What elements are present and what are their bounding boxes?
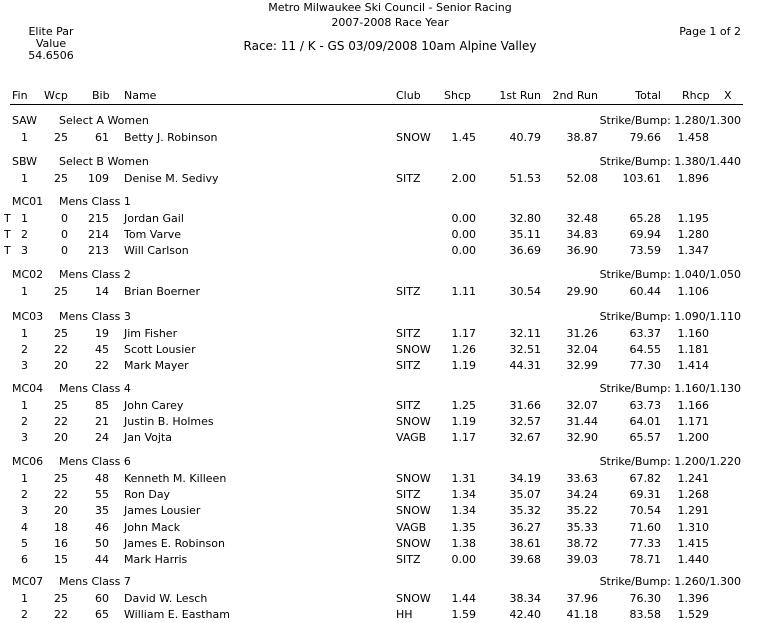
rhcp-cell: 1.414 — [677, 359, 709, 372]
club-cell: SITZ — [396, 553, 421, 566]
section-code: SAW — [12, 114, 37, 127]
col-bib: Bib — [92, 89, 110, 102]
fin-cell: 3 — [21, 431, 28, 444]
total-cell: 79.66 — [629, 131, 661, 144]
shcp-cell: 1.34 — [451, 504, 476, 517]
run1-cell: 38.61 — [509, 537, 541, 550]
rhcp-cell: 1.415 — [677, 537, 709, 550]
run1-cell: 35.11 — [509, 228, 541, 241]
name-cell: Jordan Gail — [124, 212, 184, 225]
col-run1: 1st Run — [499, 89, 541, 102]
run1-cell: 40.79 — [509, 131, 541, 144]
rhcp-cell: 1.529 — [677, 608, 709, 621]
bib-cell: 109 — [88, 172, 109, 185]
fin-cell: 4 — [21, 521, 28, 534]
club-cell: SNOW — [396, 343, 431, 356]
bib-cell: 22 — [95, 359, 109, 372]
name-cell: Ron Day — [124, 488, 171, 501]
section-code: MC03 — [12, 310, 44, 323]
club-cell: SNOW — [396, 592, 431, 605]
name-cell: John Mack — [124, 521, 181, 534]
col-total: Total — [635, 89, 661, 102]
shcp-cell: 1.34 — [451, 488, 476, 501]
elite-par-value: 54.6506 — [28, 49, 74, 62]
bib-cell: 46 — [95, 521, 109, 534]
total-cell: 77.33 — [629, 537, 661, 550]
fin-cell: 3 — [21, 244, 28, 257]
club-cell: SITZ — [396, 359, 421, 372]
section-title: Mens Class 6 — [59, 455, 131, 468]
fin-cell: 2 — [21, 228, 28, 241]
fin-cell: 3 — [21, 504, 28, 517]
name-cell: Justin B. Holmes — [124, 415, 214, 428]
rhcp-cell: 1.195 — [677, 212, 709, 225]
run2-cell: 39.03 — [566, 553, 598, 566]
run2-cell: 32.04 — [566, 343, 598, 356]
club-cell: SITZ — [396, 172, 421, 185]
fin-cell: 2 — [21, 343, 28, 356]
section-code: MC01 — [12, 195, 44, 208]
club-cell: SNOW — [396, 504, 431, 517]
club-cell: SNOW — [396, 472, 431, 485]
rhcp-cell: 1.280 — [677, 228, 709, 241]
run1-cell: 32.67 — [509, 431, 541, 444]
shcp-cell: 1.17 — [451, 431, 476, 444]
col-shcp: Shcp — [444, 89, 471, 102]
rhcp-cell: 1.268 — [677, 488, 709, 501]
run2-cell: 31.26 — [566, 327, 598, 340]
bib-cell: 85 — [95, 399, 109, 412]
elite-par-label: Elite Par — [28, 25, 74, 38]
rhcp-cell: 1.166 — [677, 399, 709, 412]
club-cell: SNOW — [396, 537, 431, 550]
tie-marker: T — [4, 212, 11, 225]
total-cell: 77.30 — [629, 359, 661, 372]
run1-cell: 36.69 — [509, 244, 541, 257]
shcp-cell: 1.38 — [451, 537, 476, 550]
run2-cell: 33.63 — [566, 472, 598, 485]
section-title: Mens Class 7 — [59, 575, 131, 588]
shcp-cell: 1.59 — [451, 608, 476, 621]
section-title: Mens Class 1 — [59, 195, 131, 208]
run1-cell: 30.54 — [509, 285, 541, 298]
section-code: MC04 — [12, 382, 44, 395]
shcp-cell: 1.19 — [451, 359, 476, 372]
shcp-cell: 1.31 — [451, 472, 476, 485]
shcp-cell: 1.11 — [451, 285, 476, 298]
run1-cell: 31.66 — [509, 399, 541, 412]
total-cell: 71.60 — [629, 521, 661, 534]
run2-cell: 31.44 — [566, 415, 598, 428]
section-strike-bump: Strike/Bump: 1.380/1.440 — [599, 155, 741, 168]
rhcp-cell: 1.181 — [677, 343, 709, 356]
wcp-cell: 18 — [54, 521, 68, 534]
club-cell: VAGB — [396, 521, 427, 534]
shcp-cell: 1.44 — [451, 592, 476, 605]
rhcp-cell: 1.440 — [677, 553, 709, 566]
total-cell: 83.58 — [629, 608, 661, 621]
fin-cell: 5 — [21, 537, 28, 550]
total-cell: 63.73 — [629, 399, 661, 412]
run1-cell: 38.34 — [509, 592, 541, 605]
name-cell: Betty J. Robinson — [124, 131, 218, 144]
section-strike-bump: Strike/Bump: 1.090/1.110 — [599, 310, 741, 323]
fin-cell: 2 — [21, 608, 28, 621]
fin-cell: 1 — [21, 172, 28, 185]
total-cell: 69.31 — [629, 488, 661, 501]
bib-cell: 48 — [95, 472, 109, 485]
run1-cell: 32.80 — [509, 212, 541, 225]
wcp-cell: 22 — [54, 608, 68, 621]
shcp-cell: 0.00 — [451, 244, 476, 257]
rhcp-cell: 1.310 — [677, 521, 709, 534]
run2-cell: 32.48 — [566, 212, 598, 225]
run1-cell: 35.07 — [509, 488, 541, 501]
rhcp-cell: 1.896 — [677, 172, 709, 185]
total-cell: 63.37 — [629, 327, 661, 340]
report-title: Metro Milwaukee Ski Council - Senior Racing — [268, 1, 512, 14]
total-cell: 76.30 — [629, 592, 661, 605]
shcp-cell: 1.17 — [451, 327, 476, 340]
run2-cell: 32.99 — [566, 359, 598, 372]
name-cell: James Lousier — [124, 504, 201, 517]
run2-cell: 32.90 — [566, 431, 598, 444]
total-cell: 65.28 — [629, 212, 661, 225]
section-title: Mens Class 3 — [59, 310, 131, 323]
rhcp-cell: 1.347 — [677, 244, 709, 257]
fin-cell: 1 — [21, 131, 28, 144]
section-title: Select A Women — [59, 114, 149, 127]
club-cell: SITZ — [396, 488, 421, 501]
run1-cell: 39.68 — [509, 553, 541, 566]
wcp-cell: 16 — [54, 537, 68, 550]
fin-cell: 1 — [21, 327, 28, 340]
col-wcp: Wcp — [44, 89, 68, 102]
run1-cell: 44.31 — [509, 359, 541, 372]
run2-cell: 32.07 — [566, 399, 598, 412]
bib-cell: 19 — [95, 327, 109, 340]
name-cell: Denise M. Sedivy — [124, 172, 219, 185]
bib-cell: 44 — [95, 553, 109, 566]
club-cell: SNOW — [396, 131, 431, 144]
bib-cell: 45 — [95, 343, 109, 356]
tie-marker: T — [4, 228, 11, 241]
col-x: X — [724, 89, 732, 102]
name-cell: Will Carlson — [124, 244, 189, 257]
shcp-cell: 1.25 — [451, 399, 476, 412]
fin-cell: 1 — [21, 472, 28, 485]
club-cell: VAGB — [396, 431, 427, 444]
bib-cell: 14 — [95, 285, 109, 298]
header-divider — [10, 104, 743, 105]
run2-cell: 29.90 — [566, 285, 598, 298]
shcp-cell: 2.00 — [451, 172, 476, 185]
bib-cell: 60 — [95, 592, 109, 605]
section-code: MC06 — [12, 455, 44, 468]
shcp-cell: 1.45 — [451, 131, 476, 144]
col-club: Club — [396, 89, 421, 102]
section-code: MC02 — [12, 268, 44, 281]
run1-cell: 32.57 — [509, 415, 541, 428]
shcp-cell: 1.35 — [451, 521, 476, 534]
wcp-cell: 25 — [54, 172, 68, 185]
wcp-cell: 25 — [54, 472, 68, 485]
fin-cell: 1 — [21, 592, 28, 605]
bib-cell: 50 — [95, 537, 109, 550]
section-strike-bump: Strike/Bump: 1.260/1.300 — [599, 575, 741, 588]
wcp-cell: 0 — [61, 212, 68, 225]
wcp-cell: 0 — [61, 244, 68, 257]
wcp-cell: 20 — [54, 431, 68, 444]
run2-cell: 35.22 — [566, 504, 598, 517]
club-cell: HH — [396, 608, 413, 621]
fin-cell: 2 — [21, 488, 28, 501]
run1-cell: 42.40 — [509, 608, 541, 621]
section-code: MC07 — [12, 575, 44, 588]
club-cell: SNOW — [396, 415, 431, 428]
race-year: 2007-2008 Race Year — [331, 16, 449, 29]
run2-cell: 37.96 — [566, 592, 598, 605]
name-cell: Brian Boerner — [124, 285, 200, 298]
name-cell: Tom Varve — [124, 228, 182, 241]
section-strike-bump: Strike/Bump: 1.200/1.220 — [599, 455, 741, 468]
bib-cell: 55 — [95, 488, 109, 501]
col-name: Name — [124, 89, 157, 102]
rhcp-cell: 1.171 — [677, 415, 709, 428]
name-cell: Scott Lousier — [124, 343, 196, 356]
wcp-cell: 25 — [54, 131, 68, 144]
shcp-cell: 0.00 — [451, 553, 476, 566]
shcp-cell: 0.00 — [451, 228, 476, 241]
bib-cell: 61 — [95, 131, 109, 144]
run2-cell: 34.83 — [566, 228, 598, 241]
run2-cell: 52.08 — [566, 172, 598, 185]
run1-cell: 36.27 — [509, 521, 541, 534]
name-cell: Mark Mayer — [124, 359, 189, 372]
fin-cell: 1 — [21, 399, 28, 412]
bib-cell: 24 — [95, 431, 109, 444]
name-cell: Kenneth M. Killeen — [124, 472, 227, 485]
col-rhcp: Rhcp — [682, 89, 710, 102]
value-label: Value — [35, 37, 67, 50]
name-cell: Jim Fisher — [124, 327, 178, 340]
total-cell: 64.55 — [629, 343, 661, 356]
total-cell: 70.54 — [629, 504, 661, 517]
total-cell: 73.59 — [629, 244, 661, 257]
wcp-cell: 22 — [54, 343, 68, 356]
wcp-cell: 22 — [54, 415, 68, 428]
rhcp-cell: 1.458 — [677, 131, 709, 144]
run1-cell: 32.11 — [509, 327, 541, 340]
shcp-cell: 0.00 — [451, 212, 476, 225]
section-title: Mens Class 4 — [59, 382, 131, 395]
run2-cell: 35.33 — [566, 521, 598, 534]
col-fin: Fin — [12, 89, 28, 102]
section-strike-bump: Strike/Bump: 1.280/1.300 — [599, 114, 741, 127]
wcp-cell: 25 — [54, 399, 68, 412]
total-cell: 64.01 — [629, 415, 661, 428]
fin-cell: 6 — [21, 553, 28, 566]
shcp-cell: 1.19 — [451, 415, 476, 428]
fin-cell: 1 — [21, 285, 28, 298]
col-run2: 2nd Run — [552, 89, 598, 102]
club-cell: SITZ — [396, 285, 421, 298]
fin-cell: 3 — [21, 359, 28, 372]
rhcp-cell: 1.160 — [677, 327, 709, 340]
bib-cell: 21 — [95, 415, 109, 428]
bib-cell: 35 — [95, 504, 109, 517]
run2-cell: 41.18 — [566, 608, 598, 621]
rhcp-cell: 1.241 — [677, 472, 709, 485]
total-cell: 69.94 — [629, 228, 661, 241]
tie-marker: T — [4, 244, 11, 257]
run1-cell: 51.53 — [509, 172, 541, 185]
total-cell: 60.44 — [629, 285, 661, 298]
rhcp-cell: 1.200 — [677, 431, 709, 444]
wcp-cell: 22 — [54, 488, 68, 501]
name-cell: Mark Harris — [124, 553, 188, 566]
race-info: Race: 11 / K - GS 03/09/2008 10am Alpine Valley — [243, 39, 537, 53]
section-title: Select B Women — [59, 155, 149, 168]
rhcp-cell: 1.106 — [677, 285, 709, 298]
run1-cell: 32.51 — [509, 343, 541, 356]
total-cell: 103.61 — [622, 172, 661, 185]
wcp-cell: 25 — [54, 327, 68, 340]
bib-cell: 214 — [88, 228, 109, 241]
name-cell: David W. Lesch — [124, 592, 208, 605]
name-cell: John Carey — [124, 399, 184, 412]
bib-cell: 215 — [88, 212, 109, 225]
name-cell: William E. Eastham — [124, 608, 230, 621]
page-number: Page 1 of 2 — [679, 25, 741, 38]
fin-cell: 2 — [21, 415, 28, 428]
rhcp-cell: 1.396 — [677, 592, 709, 605]
bib-cell: 65 — [95, 608, 109, 621]
total-cell: 67.82 — [629, 472, 661, 485]
club-cell: SITZ — [396, 399, 421, 412]
run1-cell: 34.19 — [509, 472, 541, 485]
shcp-cell: 1.26 — [451, 343, 476, 356]
run2-cell: 38.87 — [566, 131, 598, 144]
wcp-cell: 0 — [61, 228, 68, 241]
rhcp-cell: 1.291 — [677, 504, 709, 517]
wcp-cell: 20 — [54, 359, 68, 372]
section-strike-bump: Strike/Bump: 1.040/1.050 — [599, 268, 741, 281]
run2-cell: 34.24 — [566, 488, 598, 501]
total-cell: 78.71 — [629, 553, 661, 566]
total-cell: 65.57 — [629, 431, 661, 444]
bib-cell: 213 — [88, 244, 109, 257]
wcp-cell: 25 — [54, 592, 68, 605]
section-title: Mens Class 2 — [59, 268, 131, 281]
wcp-cell: 25 — [54, 285, 68, 298]
name-cell: Jan Vojta — [124, 431, 172, 444]
club-cell: SITZ — [396, 327, 421, 340]
run2-cell: 36.90 — [566, 244, 598, 257]
wcp-cell: 15 — [54, 553, 68, 566]
wcp-cell: 20 — [54, 504, 68, 517]
name-cell: James E. Robinson — [124, 537, 225, 550]
run2-cell: 38.72 — [566, 537, 598, 550]
section-strike-bump: Strike/Bump: 1.160/1.130 — [599, 382, 741, 395]
run1-cell: 35.32 — [509, 504, 541, 517]
fin-cell: 1 — [21, 212, 28, 225]
section-code: SBW — [12, 155, 38, 168]
